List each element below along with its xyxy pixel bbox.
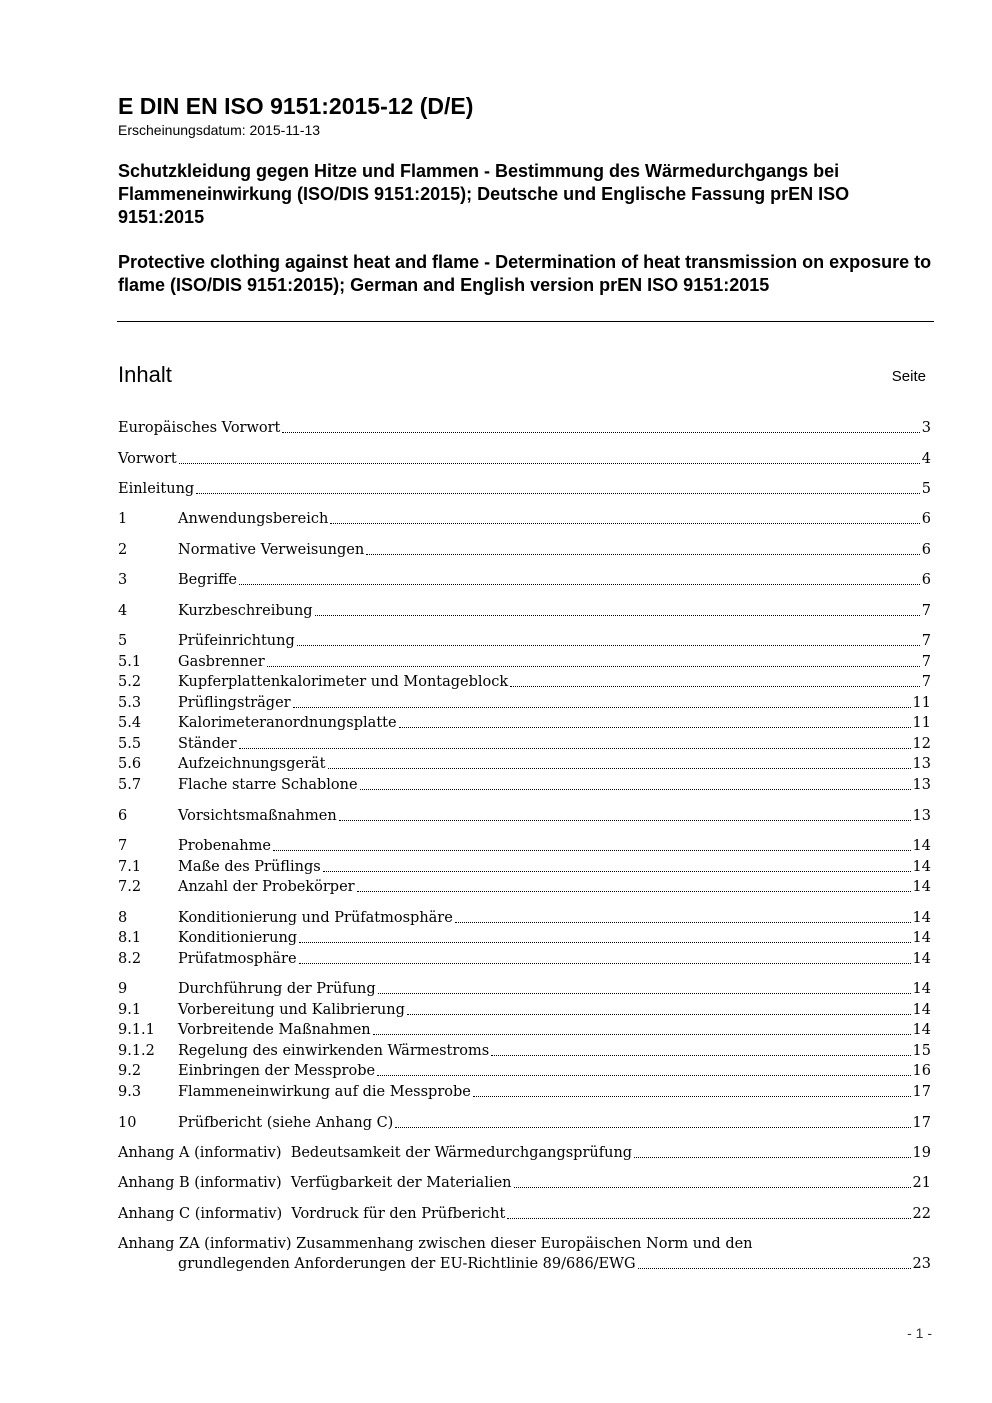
toc-entry[interactable]: [118, 693, 931, 713]
toc-entry-number: 7.2: [118, 879, 142, 895]
toc-entry-text: Anhang ZA (informativ) Zusammenhang zwischen dieser Europäischen Norm und den: [118, 1236, 753, 1252]
dot-leader: [267, 665, 920, 667]
dot-leader: [507, 1217, 910, 1219]
title-english: Protective clothing against heat and flame - Determination of heat transmission on exposure to flame (ISO/DIS 9151:2015); German and English version prEN ISO 9151:2015: [118, 252, 932, 295]
toc-entry-page: 12: [912, 736, 931, 752]
toc-entry-number: 3: [118, 572, 128, 588]
toc-entry[interactable]: [118, 1061, 931, 1081]
toc-entry-number: 4: [118, 603, 128, 619]
dot-leader: [239, 583, 920, 585]
toc-entry-page: 14: [912, 1022, 931, 1038]
toc-entry-text: Probenahme: [178, 838, 271, 854]
toc-entry[interactable]: [118, 877, 931, 897]
toc-entry-page: 19: [912, 1145, 931, 1161]
toc-entry-number: 9.3: [118, 1084, 142, 1100]
toc-entry-number: 9.2: [118, 1063, 142, 1079]
toc-entry-text: Anhang C (informativ) Vordruck für den Prüfbericht: [118, 1206, 506, 1222]
toc-entry-number: 6: [118, 808, 128, 824]
toc-entry-number: 2: [118, 542, 128, 558]
toc-entry[interactable]: [118, 652, 931, 672]
toc-entry-text: Anhang B (informativ) Verfügbarkeit der Materialien: [118, 1175, 512, 1191]
dot-leader: [273, 849, 911, 851]
dot-leader: [473, 1095, 911, 1097]
toc-entry-page: 14: [912, 859, 931, 875]
toc-entry-text: Durchführung der Prüfung: [178, 981, 376, 997]
toc-entry-text: Europäisches Vorwort: [118, 420, 281, 436]
dot-leader: [399, 726, 911, 728]
toc-entry[interactable]: [118, 857, 931, 877]
toc-entry-text: Vorwort: [118, 451, 177, 467]
toc-entry-number: 5.2: [118, 674, 142, 690]
toc-entry-text: Anzahl der Probekörper: [178, 879, 355, 895]
toc-entry-text: Maße des Prüflings: [178, 859, 321, 875]
toc-entry-text: Anwendungsbereich: [178, 511, 329, 527]
dot-leader: [297, 644, 920, 646]
toc-entry-page: 6: [921, 572, 931, 588]
toc-entry-annex-za[interactable]: [118, 1234, 931, 1254]
toc-entry-number: 8: [118, 910, 128, 926]
toc-entry[interactable]: [118, 601, 931, 621]
toc-entry-page: 4: [921, 451, 931, 467]
toc-entry[interactable]: [118, 754, 931, 774]
toc-entry-page: 7: [921, 674, 931, 690]
toc-entry-page: 15: [912, 1043, 931, 1059]
dot-leader: [196, 492, 920, 494]
toc-entry-number: 5.3: [118, 695, 142, 711]
dot-leader: [638, 1267, 911, 1269]
dot-leader: [491, 1054, 910, 1056]
toc-entry[interactable]: [118, 1041, 931, 1061]
toc-entry-number: 1: [118, 511, 128, 527]
toc-entry-text: Begriffe: [178, 572, 237, 588]
toc-entry[interactable]: [118, 1000, 931, 1020]
toc-entry-text: Vorbreitende Maßnahmen: [178, 1022, 371, 1038]
toc-entry-page: 6: [921, 542, 931, 558]
toc-entry-text: Regelung des einwirkenden Wärmestroms: [178, 1043, 490, 1059]
toc-entry-page: 7: [921, 654, 931, 670]
toc-entry-number: 5.4: [118, 715, 142, 731]
toc-entry-page: 14: [912, 838, 931, 854]
toc-heading: Inhalt: [118, 362, 172, 387]
toc-entry-number: 9.1.2: [118, 1043, 155, 1059]
toc-entry[interactable]: [118, 713, 931, 733]
toc-entry-text: Flammeneinwirkung auf die Messprobe: [178, 1084, 471, 1100]
toc-entry[interactable]: [118, 1143, 931, 1163]
toc-entry-text: Kupferplattenkalorimeter und Montageblock: [178, 674, 509, 690]
dot-leader: [299, 941, 910, 943]
dot-leader: [179, 462, 920, 464]
toc-entry[interactable]: [118, 570, 931, 590]
toc-entry-page: 23: [912, 1256, 931, 1272]
toc-entry[interactable]: [118, 775, 931, 795]
toc-entry-page: 16: [912, 1063, 931, 1079]
dot-leader: [510, 685, 920, 687]
dot-leader: [407, 1013, 911, 1015]
dot-leader: [339, 819, 911, 821]
toc-entry-text: Ständer: [178, 736, 237, 752]
toc-entry-page: 14: [912, 1002, 931, 1018]
toc-entry-number: 7.1: [118, 859, 142, 875]
toc-entry-page: 14: [912, 981, 931, 997]
toc-entry[interactable]: [118, 949, 931, 969]
toc-entry-text: Aufzeichnungsgerät: [178, 756, 326, 772]
toc-entry-page: 17: [912, 1084, 931, 1100]
toc-entry-page: 7: [921, 633, 931, 649]
dot-leader: [373, 1033, 911, 1035]
toc-entry[interactable]: [118, 509, 931, 529]
toc-entry-page: 6: [921, 511, 931, 527]
toc-entry[interactable]: [118, 908, 931, 928]
toc-entry-number: 8.2: [118, 951, 142, 967]
publication-date: Erscheinungsdatum: 2015-11-13: [118, 122, 321, 138]
toc-entry-text: Prüfeinrichtung: [178, 633, 295, 649]
toc-entry-page: 7: [921, 603, 931, 619]
toc-entry-annex-za-continued[interactable]: [178, 1254, 931, 1274]
toc-entry-number: 5.5: [118, 736, 142, 752]
dot-leader: [395, 1126, 910, 1128]
dot-leader: [378, 992, 911, 994]
toc-entry[interactable]: [118, 1204, 931, 1224]
toc-entry[interactable]: [118, 1020, 931, 1040]
toc-entry-text: Prüflingsträger: [178, 695, 291, 711]
toc-entry-page: 11: [912, 695, 931, 711]
dot-leader: [239, 747, 911, 749]
dot-leader: [366, 553, 920, 555]
toc-entry-page: 14: [912, 879, 931, 895]
toc-entry-text: Kurzbeschreibung: [178, 603, 313, 619]
toc-entry[interactable]: [118, 836, 931, 856]
dot-leader: [377, 1074, 910, 1076]
toc-entry-text: Konditionierung: [178, 930, 298, 946]
toc-entry-number: 5.1: [118, 654, 142, 670]
toc-entry-number: 7: [118, 838, 128, 854]
dot-leader: [282, 431, 919, 433]
dot-leader: [328, 767, 911, 769]
toc-entry-number: 8.1: [118, 930, 142, 946]
toc-entry[interactable]: [118, 734, 931, 754]
toc-entry[interactable]: [118, 1173, 931, 1193]
title-german: Schutzkleidung gegen Hitze und Flammen - Bestimmung des Wärmedurchgangs bei Flammeneinwirkung (ISO/DIS 9151:2015); Deutsche und Englische Fassung prEN ISO 9151:2015: [118, 161, 850, 227]
toc-entry-page: 11: [912, 715, 931, 731]
toc-entry-number: 10: [118, 1115, 137, 1131]
toc-entry-number: 9: [118, 981, 128, 997]
dot-leader: [315, 614, 920, 616]
toc-entry-text: Einleitung: [118, 481, 195, 497]
toc-entry[interactable]: [118, 449, 931, 469]
toc-entry-number: 9.1.1: [118, 1022, 155, 1038]
toc-entry-number: 5.7: [118, 777, 142, 793]
toc-page-label: Seite: [891, 368, 926, 385]
dot-leader: [293, 706, 911, 708]
toc-entry-text: Normative Verweisungen: [178, 542, 365, 558]
dot-leader: [357, 890, 911, 892]
toc-entry-page: 3: [921, 420, 931, 436]
toc-entry-page: 21: [912, 1175, 931, 1191]
toc-entry-page: 22: [912, 1206, 931, 1222]
toc-entry-text: Prüfbericht (siehe Anhang C): [178, 1115, 394, 1131]
toc-entry-page: 17: [912, 1115, 931, 1131]
toc-entry[interactable]: [118, 672, 931, 692]
toc-entry-number: 5: [118, 633, 128, 649]
dot-leader: [330, 522, 919, 524]
toc-entry[interactable]: [118, 1082, 931, 1102]
toc-entry-number: 9.1: [118, 1002, 142, 1018]
toc-entry-text: Prüfatmosphäre: [178, 951, 297, 967]
toc-entry-text: Kalorimeteranordnungsplatte: [178, 715, 397, 731]
toc-entry[interactable]: [118, 928, 931, 948]
document-title: E DIN EN ISO 9151:2015-12 (D/E): [118, 93, 474, 119]
toc-entry-text: Anhang A (informativ) Bedeutsamkeit der Wärmedurchgangsprüfung: [118, 1145, 633, 1161]
toc-entry-text: Konditionierung und Prüfatmosphäre: [178, 910, 453, 926]
toc-entry-text: Flache starre Schablone: [178, 777, 358, 793]
toc-entry-text: Vorsichtsmaßnahmen: [178, 808, 337, 824]
toc-entry[interactable]: [118, 479, 931, 499]
dot-leader: [323, 870, 911, 872]
toc-entry-page: 14: [912, 910, 931, 926]
toc-entry-page: 5: [921, 481, 931, 497]
toc-entry-text: Gasbrenner: [178, 654, 265, 670]
toc-entry-text: Einbringen der Messprobe: [178, 1063, 376, 1079]
toc-entry[interactable]: [118, 806, 931, 826]
toc-entry[interactable]: [118, 418, 931, 438]
toc-entry[interactable]: [118, 979, 931, 999]
toc-entry[interactable]: [118, 631, 931, 651]
toc-entry-page: 14: [912, 951, 931, 967]
dot-leader: [360, 788, 911, 790]
dot-leader: [299, 962, 911, 964]
toc-entry-text: Vorbereitung und Kalibrierung: [178, 1002, 405, 1018]
toc-entry-text: grundlegenden Anforderungen der EU-Richtlinie 89/686/EWG: [178, 1256, 636, 1272]
dot-leader: [455, 921, 911, 923]
dot-leader: [514, 1186, 911, 1188]
toc-entry[interactable]: [118, 1113, 931, 1133]
toc-entry[interactable]: [118, 540, 931, 560]
toc-entry-number: 5.6: [118, 756, 142, 772]
dot-leader: [634, 1156, 910, 1158]
page-number: - 1 -: [907, 1325, 932, 1341]
toc-entry-page: 13: [912, 756, 931, 772]
toc-entry-page: 14: [912, 930, 931, 946]
toc-entry-page: 13: [912, 777, 931, 793]
toc-entry-page: 13: [912, 808, 931, 824]
